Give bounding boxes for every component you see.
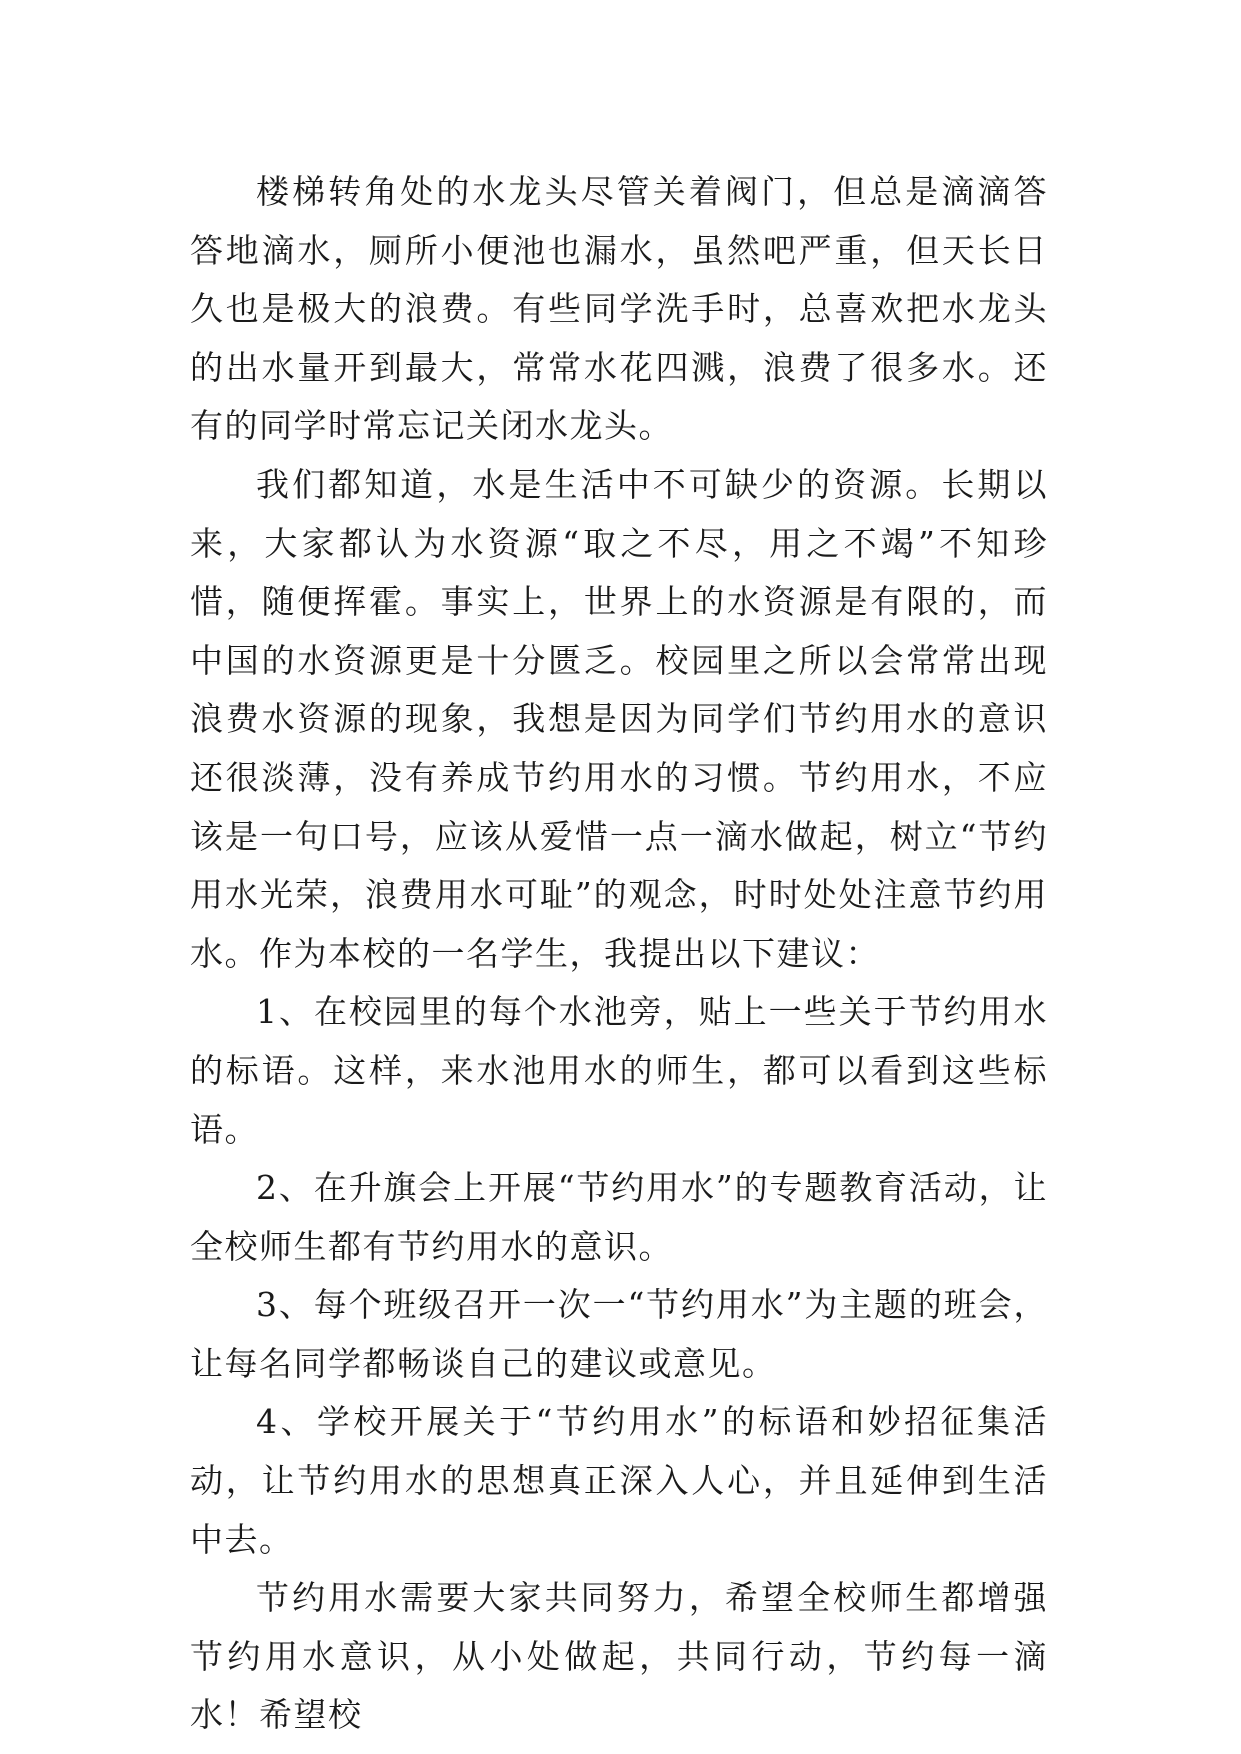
paragraph-closing: 节约用水需要大家共同努力，希望全校师生都增强节约用水意识，从小处做起，共同行动，节约每一滴水！希望校 (190, 1578, 1048, 1735)
suggestion-2: 2、在升旗会上开展“节约用水”的专题教育活动，让全校师生都有节约用水的意识。 (190, 1168, 1048, 1266)
document-body (190, 163, 1048, 1745)
paragraph-faucet-waste: 楼梯转角处的水龙头尽管关着阀门，但总是滴滴答答地滴水，厕所小便池也漏水，虽然吧严重，但天长日久也是极大的浪费。有些同学洗手时，总喜欢把水龙头的出水量开到最大，常常水花四溅，浪费了很多水。还有的同学时常忘记关闭水龙头。 (190, 172, 1048, 446)
paragraph-water-resources: 我们都知道，水是生活中不可缺少的资源。长期以来，大家都认为水资源“取之不尽，用之不竭”不知珍惜，随便挥霍。事实上，世界上的水资源是有限的，而中国的水资源更是十分匮乏。校园里之所以会常常出现浪费水资源的现象，我想是因为同学们节约用水的意识还很淡薄，没有养成节约用水的习惯。节约用水，不应该是一句口号，应该从爱惜一点一滴水做起，树立“节约用水光荣，浪费用水可耻”的观念，时时处处注意节约用水。作为本校的一名学生，我提出以下建议： (190, 464, 1048, 973)
suggestion-1: 1、在校园里的每个水池旁，贴上一些关于节约用水的标语。这样，来水池用水的师生，都可以看到这些标语。 (190, 992, 1048, 1149)
suggestion-3: 3、每个班级召开一次一“节约用水”为主题的班会，让每名同学都畅谈自己的建议或意见。 (190, 1285, 1048, 1383)
suggestion-4: 4、学校开展关于“节约用水”的标语和妙招征集活动，让节约用水的思想真正深入人心，并且延伸到生活中去。 (190, 1402, 1048, 1559)
